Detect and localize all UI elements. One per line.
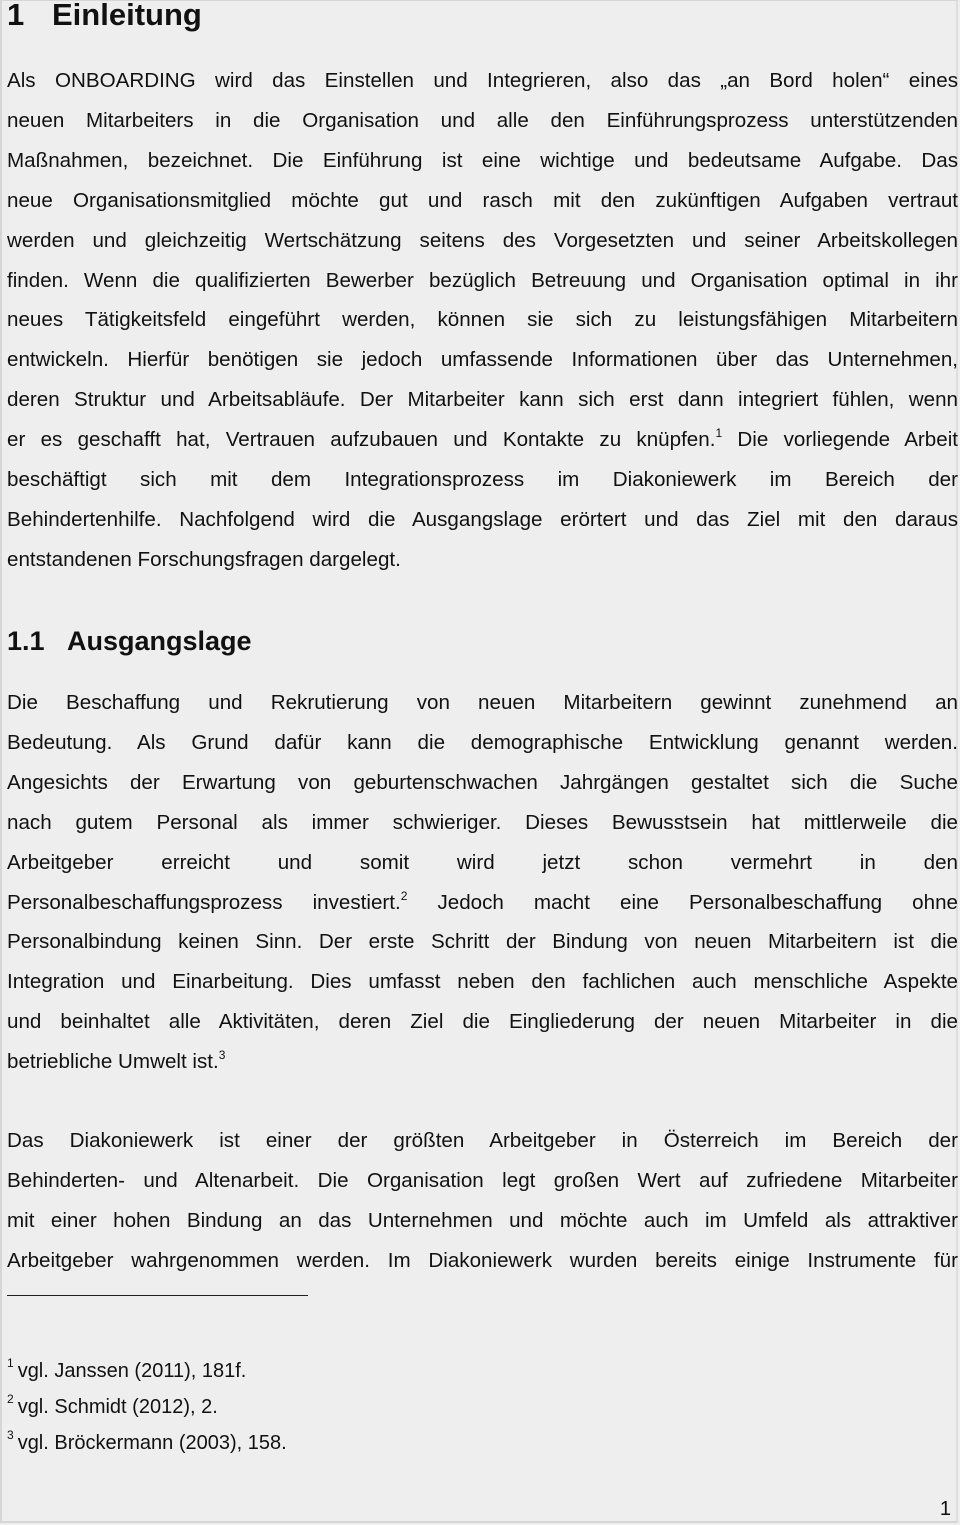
section-heading xyxy=(7,623,252,659)
section-number: 1.1 xyxy=(7,626,45,656)
section-paragraph xyxy=(7,1121,958,1281)
section-title: Ausgangslage xyxy=(67,626,252,656)
footnote-text: vgl. Janssen (2011), 181f. xyxy=(17,1360,247,1382)
text-line xyxy=(7,1042,958,1082)
footnote-reference[interactable]: 1 xyxy=(715,426,723,441)
text-line xyxy=(7,883,958,923)
footnote xyxy=(7,1425,287,1461)
text-segment: er es geschafft hat, Vertrauen aufzubauen und Kontakte zu knüpfen. xyxy=(7,428,716,452)
text-line: neues Tätigkeitsfeld eingeführt werden, können sie sich zu leistungsfähigen Mitarbeitern xyxy=(7,308,958,332)
chapter-heading xyxy=(7,0,202,35)
text-line: beschäftigt sich mit dem Integrationsprozess im Diakoniewerk im Bereich der xyxy=(7,468,958,492)
footnote-reference[interactable]: 2 xyxy=(400,888,408,903)
text-segment: betriebliche Umwelt ist. xyxy=(7,1050,219,1074)
text-line: Personalbindung keinen Sinn. Der erste Schritt der Bindung von neuen Mitarbeitern ist die xyxy=(7,930,958,954)
intro-paragraph xyxy=(7,61,958,580)
footnote-reference[interactable]: 3 xyxy=(218,1048,226,1063)
text-line: Als ONBOARDING wird das Einstellen und Integrieren, also das „an Bord holen“ eines xyxy=(7,69,958,92)
text-segment: Jedoch macht eine Personalbeschaffung ohne xyxy=(407,890,958,914)
footnote-text: vgl. Schmidt (2012), 2. xyxy=(17,1396,218,1418)
text-line: Arbeitgeber wahrgenommen werden. Im Diakoniewerk wurden bereits einige Instrumente für xyxy=(7,1248,958,1272)
text-line: und beinhaltet alle Aktivitäten, deren Ziel die Eingliederung der neuen Mitarbeiter in die xyxy=(7,1010,958,1034)
text-line: werden und gleichzeitig Wertschätzung seitens des Vorgesetzten und seiner Arbeitskollegen xyxy=(7,228,958,252)
text-line: mit einer hohen Bindung an das Unternehmen und möchte auch im Umfeld als attraktiver xyxy=(7,1208,958,1232)
text-line: Maßnahmen, bezeichnet. Die Einführung ist eine wichtige und bedeutsame Aufgabe. Das xyxy=(7,148,958,172)
text-line: neuen Mitarbeiters in die Organisation und alle den Einführungsprozess unterstützenden xyxy=(7,108,958,132)
text-line: Arbeitgeber erreicht und somit wird jetzt schon vermehrt in den xyxy=(7,850,958,874)
footnotes xyxy=(7,1353,287,1461)
footnote-number: 2 xyxy=(7,1392,14,1406)
page-number: 1 xyxy=(939,1498,951,1520)
text-line: deren Struktur und Arbeitsabläufe. Der Mitarbeiter kann sich erst dann integriert fühlen, wenn xyxy=(7,388,958,412)
text-line: Behindertenhilfe. Nachfolgend wird die Ausgangslage erörtert und das Ziel mit den daraus xyxy=(7,507,958,531)
footnote xyxy=(7,1353,287,1389)
text-line: Integration und Einarbeitung. Dies umfasst neben den fachlichen auch menschliche Aspekte xyxy=(7,970,958,994)
text-line: entstandenen Forschungsfragen dargelegt. xyxy=(7,547,401,571)
chapter-title: Einleitung xyxy=(52,0,202,32)
footnote-separator xyxy=(7,1295,308,1296)
text-line: nach gutem Personal als immer schwieriger. Dieses Bewusstsein hat mittlerweile die xyxy=(7,810,958,834)
text-segment: Die vorliegende Arbeit xyxy=(722,428,958,452)
text-line: Das Diakoniewerk ist einer der größten Arbeitgeber in Österreich im Bereich der xyxy=(7,1129,958,1152)
text-line: Angesichts der Erwartung von geburtenschwachen Jahrgängen gestaltet sich die Suche xyxy=(7,770,958,794)
text-line xyxy=(7,420,958,460)
section-paragraph xyxy=(7,683,958,1082)
text-line: finden. Wenn die qualifizierten Bewerber bezüglich Betreuung und Organisation optimal in ihr xyxy=(7,268,958,292)
text-line: Bedeutung. Als Grund dafür kann die demographische Entwicklung genannt werden. xyxy=(7,730,958,754)
footnote-number: 3 xyxy=(7,1428,14,1442)
text-segment: Personalbeschaffungsprozess investiert. xyxy=(7,890,401,914)
text-line: neue Organisationsmitglied möchte gut und rasch mit den zukünftigen Aufgaben vertraut xyxy=(7,188,958,212)
text-line: entwickeln. Hierfür benötigen sie jedoch umfassende Informationen über das Unternehmen, xyxy=(7,348,958,372)
footnote-text: vgl. Bröckermann (2003), 158. xyxy=(17,1432,287,1454)
text-line: Behinderten- und Altenarbeit. Die Organisation legt großen Wert auf zufriedene Mitarbeiter xyxy=(7,1168,958,1192)
footnote-number: 1 xyxy=(7,1356,14,1370)
footnote xyxy=(7,1389,287,1425)
chapter-number: 1 xyxy=(7,0,25,32)
text-line: Die Beschaffung und Rekrutierung von neuen Mitarbeitern gewinnt zunehmend an xyxy=(7,691,958,714)
